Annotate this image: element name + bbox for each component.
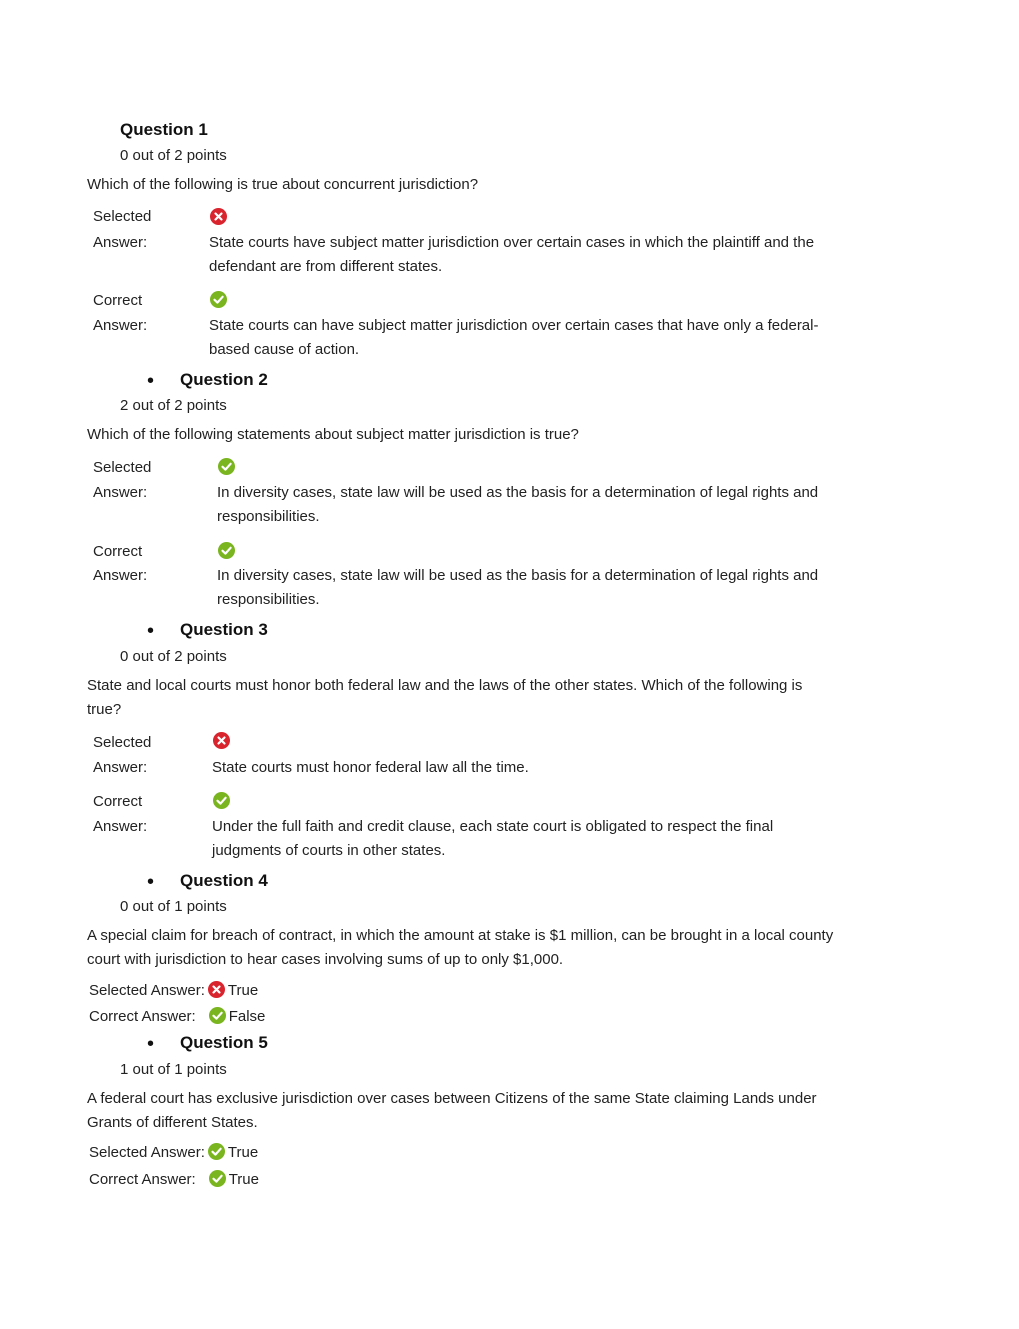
correct-label: Correct: [93, 292, 143, 309]
correct-answer-row: [89, 1170, 259, 1190]
correct-label: Correct Answer:: [89, 1171, 196, 1188]
correct-label: Correct: [93, 543, 143, 560]
question-4-text: A special claim for breach of contract, in which the amount at stake is $1 million, can be brought in a local county court with jurisdiction to hear cases involving sums of up to only $1,000.: [87, 927, 834, 968]
question-3-title: Question 3: [180, 620, 268, 639]
correct-answer-text: State courts can have subject matter jurisdiction over certain cases that have only a federal-based cause of action.: [209, 317, 819, 358]
selected-answer-text: State courts must honor federal law all the time.: [212, 759, 529, 776]
selected-label: Selected: [93, 734, 152, 751]
question-3-text: State and local courts must honor both federal law and the laws of the other states. Which of the following is true?: [87, 677, 803, 718]
question-5-text: A federal court has exclusive jurisdiction over cases between Citizens of the same State claiming Lands under Grants of different States.: [87, 1090, 817, 1131]
selected-answer-row: [89, 981, 258, 1001]
correct-answer-text: In diversity cases, state law will be used as the basis for a determination of legal rights and responsibilities.: [217, 567, 819, 608]
question-5-points: 1 out of 1 points: [120, 1061, 227, 1078]
question-4-points: 0 out of 1 points: [120, 898, 227, 915]
question-2-points: 2 out of 2 points: [120, 397, 227, 414]
correct-answer-row: [89, 1007, 265, 1027]
bullet: •: [147, 370, 155, 392]
bullet: •: [147, 871, 155, 893]
question-2-title: Question 2: [180, 370, 268, 389]
question-3-points: 0 out of 2 points: [120, 648, 227, 665]
check-icon: [213, 792, 230, 809]
question-2-text: Which of the following statements about subject matter jurisdiction is true?: [87, 426, 579, 443]
wrong-icon: [210, 208, 227, 225]
check-icon: [218, 542, 235, 559]
wrong-icon: [213, 732, 230, 749]
check-icon: [209, 1170, 226, 1187]
correct-answer-text: True: [228, 1171, 259, 1188]
check-icon: [218, 458, 235, 475]
answer-label: Answer:: [93, 759, 148, 776]
check-icon: [208, 1143, 225, 1160]
question-1-text: Which of the following is true about concurrent jurisdiction?: [87, 176, 479, 193]
check-icon: [209, 1007, 226, 1024]
question-1-points: 0 out of 2 points: [120, 147, 227, 164]
correct-answer-text: False: [228, 1008, 266, 1025]
selected-label: Selected: [93, 459, 152, 476]
selected-label: Selected Answer:: [89, 1144, 205, 1161]
bullet: •: [147, 1033, 155, 1055]
answer-label: Answer:: [93, 234, 148, 251]
answer-label: Answer:: [93, 484, 148, 501]
selected-label: Selected Answer:: [89, 982, 205, 999]
selected-label: Selected: [93, 208, 152, 225]
answer-label: Answer:: [93, 317, 148, 334]
question-5-title: Question 5: [180, 1033, 268, 1052]
question-1-title: Question 1: [120, 120, 208, 139]
selected-answer-text: State courts have subject matter jurisdiction over certain cases in which the plaintiff and the defendant are from different states.: [209, 234, 815, 275]
selected-answer-text: True: [227, 1144, 259, 1161]
selected-answer-text: In diversity cases, state law will be used as the basis for a determination of legal rights and responsibilities.: [217, 484, 819, 525]
selected-answer-text: True: [227, 982, 259, 999]
correct-label: Correct Answer:: [89, 1008, 196, 1025]
check-icon: [210, 291, 227, 308]
selected-answer-row: [89, 1143, 258, 1163]
correct-answer-text: Under the full faith and credit clause, each state court is obligated to respect the final judgments of courts in other states.: [212, 818, 774, 859]
wrong-icon: [208, 981, 225, 998]
question-4-title: Question 4: [180, 871, 268, 890]
answer-label: Answer:: [93, 818, 148, 835]
correct-label: Correct: [93, 793, 143, 810]
bullet: •: [147, 620, 155, 642]
answer-label: Answer:: [93, 567, 148, 584]
